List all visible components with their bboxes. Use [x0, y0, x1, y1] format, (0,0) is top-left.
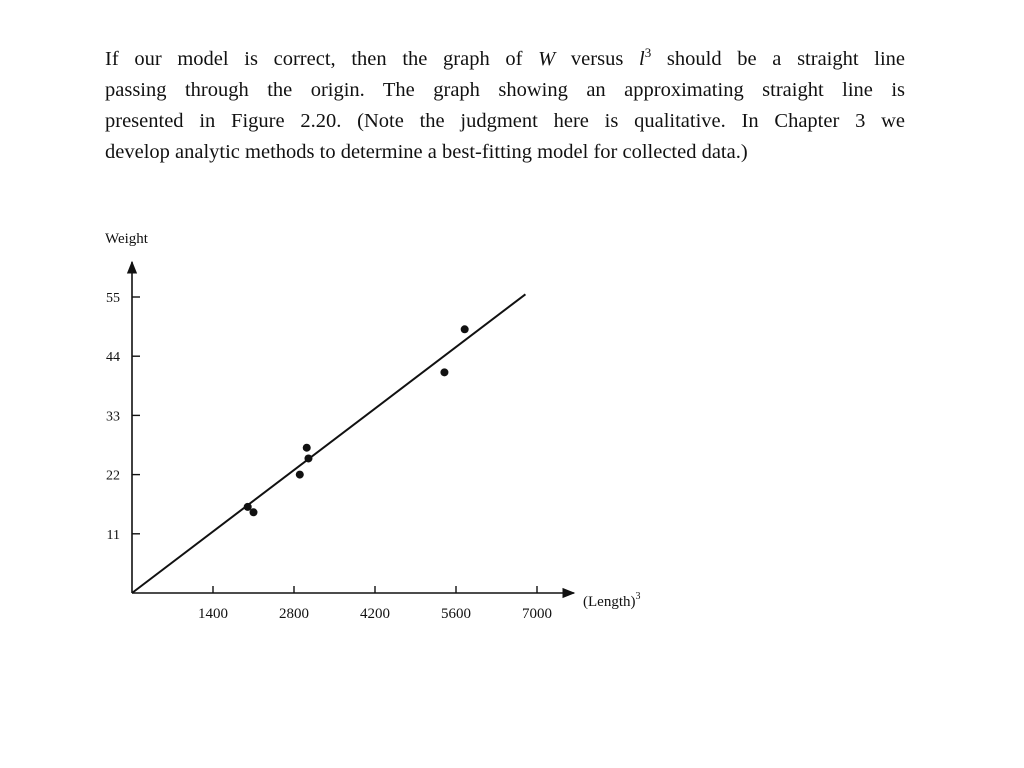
paragraph-line: presented in Figure 2.20. (Note the judgment here is qualitative. In Chapter 3 we [105, 110, 905, 132]
x-tick-label: 4200 [360, 606, 390, 622]
y-axis-label: Weight [105, 231, 148, 247]
x-tick-label: 7000 [522, 606, 552, 622]
data-point [461, 325, 469, 333]
y-tick-label: 22 [106, 468, 120, 484]
paragraph-line: passing through the origin. The graph showing an approximating straight line is [105, 79, 905, 101]
data-point [440, 368, 448, 376]
axis-ticks [106, 291, 552, 622]
fit-line [132, 294, 525, 593]
y-tick-label: 33 [106, 409, 120, 425]
x-axis-label: (Length)$^3$ [583, 591, 641, 610]
data-point [250, 508, 258, 516]
y-tick-label: 11 [106, 527, 120, 543]
data-point [296, 471, 304, 479]
data-point [303, 444, 311, 452]
x-tick-label: 1400 [198, 606, 228, 622]
variable-l: l [639, 48, 645, 70]
y-tick-label: 55 [106, 291, 120, 306]
data-point [304, 454, 312, 462]
paragraph-line: If our model is correct, then the graph of W versus $l^3$ should be a straight line [105, 45, 905, 70]
x-tick-label: 5600 [441, 606, 471, 622]
variable-w: W [538, 48, 556, 70]
paragraph-line: develop analytic methods to determine a best-fitting model for collected data.) [105, 141, 748, 163]
plot-marks [132, 294, 525, 593]
x-tick-label: 2800 [279, 606, 309, 622]
exponent: 3 [644, 45, 652, 61]
y-tick-label: 44 [106, 350, 120, 366]
